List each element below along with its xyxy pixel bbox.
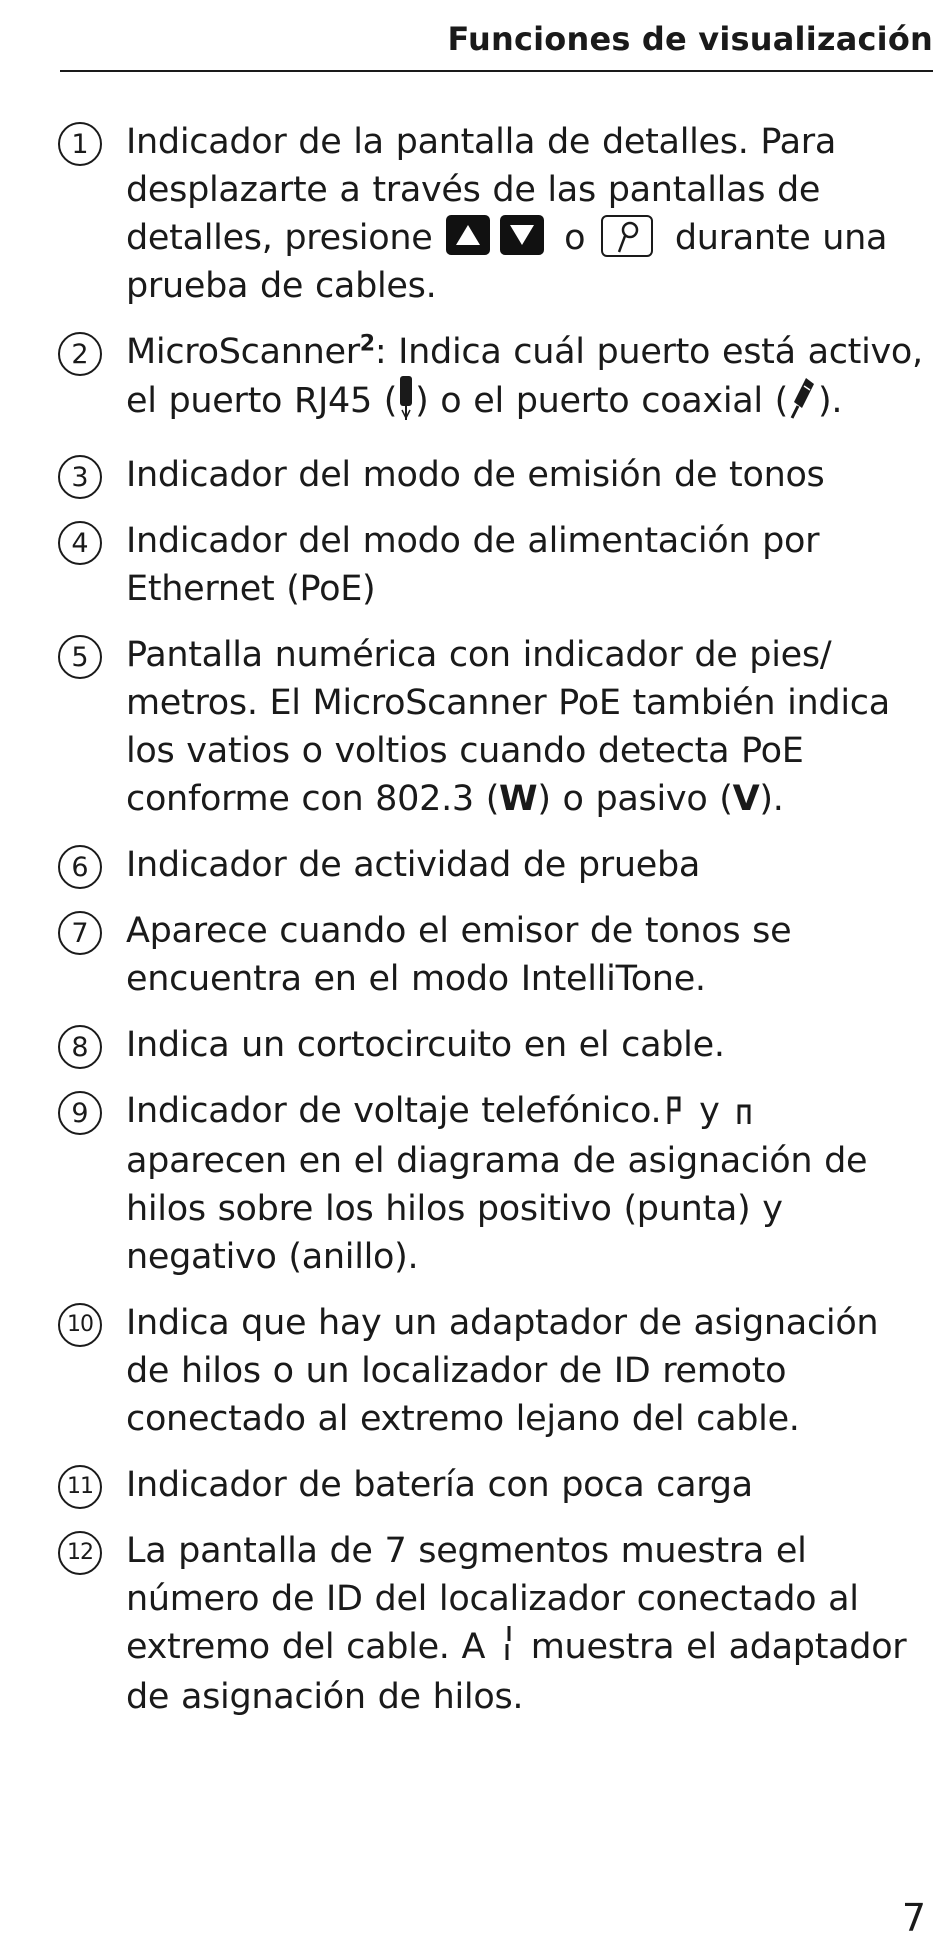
item-number: 4	[58, 521, 102, 565]
item-number: 12	[58, 1531, 102, 1575]
item-text: Aparece cuando el emisor de tonos se encuentra en el modo IntelliTone.	[126, 911, 792, 999]
rj45-port-icon	[397, 376, 415, 433]
item-text: MicroScanner$^2$: Indica cuál puerto está activo, el puerto RJ45 ( ) o el puerto coaxial ( ).	[126, 328, 930, 433]
list-item	[58, 1527, 930, 1721]
coax-port-icon	[788, 376, 818, 433]
item-text: La pantalla de 7 segmentos muestra el número de ID del localizador conectado al extremo del cable. A muestra el adaptador de asignación de hilos.	[126, 1531, 907, 1717]
down-arrow-key-icon	[500, 215, 544, 255]
up-arrow-key-icon	[446, 215, 490, 255]
list-item	[58, 841, 930, 889]
item-text: Indicador de actividad de prueba	[126, 845, 701, 885]
feature-list	[58, 118, 930, 1739]
item-number: 7	[58, 911, 102, 955]
page-number: 7	[901, 1896, 926, 1940]
item-text: Indicador del modo de emisión de tonos	[126, 455, 825, 495]
item-number: 10	[58, 1303, 102, 1347]
item-text: Pantalla numérica con indicador de pies/ metros. El MicroScanner PoE también indica los vatios o voltios cuando detecta PoE conforme con 802.3 (W) o pasivo (V).	[126, 635, 890, 819]
item-number: 2	[58, 332, 102, 376]
segment-one-icon	[503, 1625, 513, 1673]
list-item	[58, 1087, 930, 1281]
item-number: 5	[58, 635, 102, 679]
list-item	[58, 451, 930, 499]
item-number: 3	[58, 455, 102, 499]
item-text: Indica que hay un adaptador de asignación de hilos o un localizador de ID remoto conectado al extremo lejano del cable.	[126, 1303, 879, 1439]
list-item	[58, 631, 930, 823]
item-number: 9	[58, 1091, 102, 1135]
item-text: Indicador de batería con poca carga	[126, 1465, 753, 1505]
list-item	[58, 517, 930, 613]
item-text: Indica un cortocircuito en el cable.	[126, 1025, 725, 1065]
list-item	[58, 328, 930, 433]
item-number: 8	[58, 1025, 102, 1069]
item-number: 11	[58, 1465, 102, 1509]
segment-p-icon	[667, 1089, 681, 1137]
item-text: Indicador de voltaje telefónico. y aparecen en el diagrama de asignación de hilos sobre los hilos positivo (punta) y negativo (anillo).	[126, 1091, 868, 1277]
list-item	[58, 1461, 930, 1509]
item-number: 1	[58, 122, 102, 166]
item-number: 6	[58, 845, 102, 889]
segment-n-icon	[737, 1089, 751, 1137]
list-item	[58, 1299, 930, 1443]
item-text: Indicador de la pantalla de detalles. Para desplazarte a través de las pantallas de detalles, presione o durante una prueba de cables.	[126, 122, 888, 306]
list-item	[58, 907, 930, 1003]
section-title: Funciones de visualización	[447, 20, 933, 58]
page-header	[60, 16, 933, 72]
tone-probe-key-icon	[601, 215, 653, 257]
item-text: Indicador del modo de alimentación por Ethernet (PoE)	[126, 521, 820, 609]
list-item	[58, 1021, 930, 1069]
list-item	[58, 118, 930, 310]
